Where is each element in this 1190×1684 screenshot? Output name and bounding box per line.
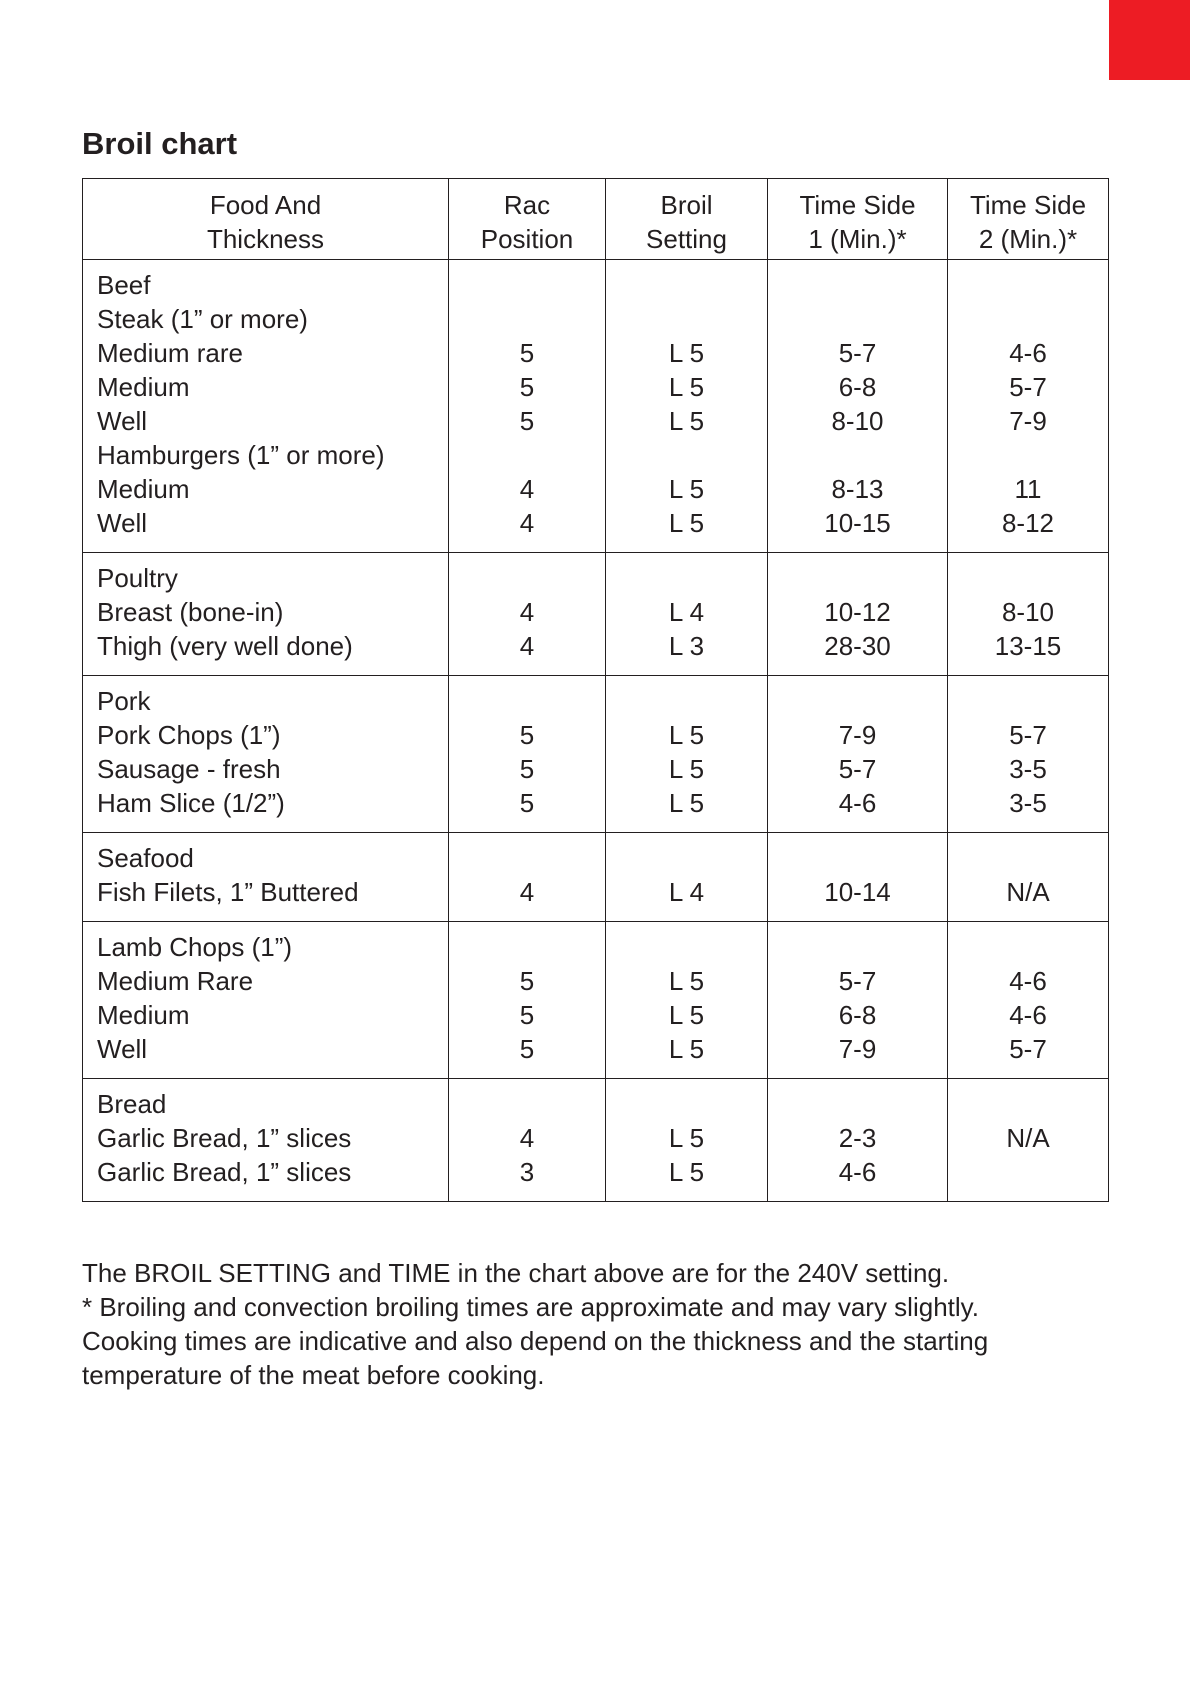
cell-line [772, 684, 943, 718]
cell-line: L 3 [668, 631, 705, 661]
table-row [83, 676, 1109, 833]
time-side-1-cell [768, 553, 948, 676]
cell-line: 5 [519, 754, 535, 784]
note-line: * Broiling and convection broiling times are approximate and may vary slightly. [82, 1292, 979, 1322]
cell-line: Medium [97, 372, 190, 402]
cell-line: 28-30 [824, 631, 891, 661]
header-food-thickness [83, 179, 449, 260]
cell-line: 4 [519, 474, 535, 504]
cell-line: Sausage - fresh [97, 754, 281, 784]
cell-line: Well [97, 508, 148, 538]
cell-line: 5 [519, 966, 535, 996]
time-side-2-cell [948, 922, 1109, 1079]
cell-line: 5 [519, 1000, 535, 1030]
broil-setting-cell [606, 676, 768, 833]
cell-line: L 4 [668, 877, 705, 907]
cell-line: 10-15 [824, 508, 891, 538]
rack-position-cell [449, 833, 606, 922]
cell-line: 3-5 [1009, 754, 1047, 784]
time-side-2-cell [948, 260, 1109, 553]
header-line: Food And [209, 190, 322, 220]
cell-line: 10-12 [824, 597, 891, 627]
cell-line: 5 [519, 1034, 535, 1064]
cell-line [952, 302, 1104, 336]
time-side-1-cell [768, 260, 948, 553]
cell-line: 5-7 [1009, 372, 1047, 402]
cell-line: 5 [519, 788, 535, 818]
cell-line: Steak (1” or more) [97, 304, 308, 334]
cell-line: 4 [519, 631, 535, 661]
header-line: Position [480, 224, 574, 254]
cell-line: L 4 [668, 597, 705, 627]
cell-line: L 5 [668, 754, 705, 784]
food-cell [83, 676, 449, 833]
time-side-2-cell [948, 553, 1109, 676]
header-line: Time Side [799, 190, 916, 220]
cell-line: 5 [519, 406, 535, 436]
time-side-2-cell [948, 676, 1109, 833]
cell-line: 5-7 [838, 338, 877, 368]
header-line: 1 (Min.)* [808, 224, 907, 254]
cell-line: 5 [519, 338, 535, 368]
cell-line: 4 [519, 1123, 535, 1153]
cell-line: Medium Rare [97, 966, 254, 996]
cell-line: Hamburgers (1” or more) [97, 440, 385, 470]
cell-line: Poultry [97, 563, 178, 593]
cell-line: Bread [97, 1089, 167, 1119]
time-side-1-cell [768, 676, 948, 833]
cell-line: 5 [519, 720, 535, 750]
cell-line: 8-13 [831, 474, 884, 504]
cell-line: L 5 [668, 966, 705, 996]
cell-line [610, 930, 763, 964]
rack-position-cell [449, 1079, 606, 1202]
cell-line [453, 302, 601, 336]
cell-line: 8-10 [831, 406, 884, 436]
cell-line: L 5 [668, 788, 705, 818]
header-line: Setting [646, 224, 727, 254]
note-line: Cooking times are indicative and also depend on the thickness and the starting [82, 1326, 989, 1356]
food-cell [83, 833, 449, 922]
time-side-1-cell [768, 1079, 948, 1202]
table-body [83, 260, 1109, 1202]
cell-line [772, 930, 943, 964]
cell-line: 4 [519, 508, 535, 538]
cell-line: Thigh (very well done) [97, 631, 353, 661]
cell-line: Medium [97, 1000, 190, 1030]
header-rack-position [449, 179, 606, 260]
cell-line: 3-5 [1009, 788, 1047, 818]
cell-line: Well [97, 1034, 148, 1064]
header-line: Broil [660, 190, 713, 220]
food-cell [83, 922, 449, 1079]
cell-line: 6-8 [838, 372, 877, 402]
cell-line [952, 268, 1104, 302]
cell-line [772, 1087, 943, 1121]
cell-line [453, 561, 601, 595]
cell-line: 7-9 [838, 720, 877, 750]
cell-line: L 5 [668, 338, 705, 368]
cell-line: Lamb Chops (1”) [97, 932, 293, 962]
page-title: Broil chart [82, 126, 238, 161]
cell-line: L 5 [668, 1157, 705, 1187]
cell-line: 11 [1014, 474, 1042, 504]
cell-line [610, 268, 763, 302]
cell-line: L 5 [668, 508, 705, 538]
cell-line [952, 561, 1104, 595]
cell-line: Medium rare [97, 338, 243, 368]
cell-line [453, 268, 601, 302]
cell-line [952, 930, 1104, 964]
cell-line: 4-6 [1009, 338, 1047, 368]
cell-line [772, 302, 943, 336]
rack-position-cell [449, 922, 606, 1079]
cell-line: 10-14 [824, 877, 891, 907]
table-row [83, 553, 1109, 676]
cell-line: 5-7 [1009, 1034, 1047, 1064]
cell-line: L 5 [668, 372, 705, 402]
cell-line: L 5 [668, 1123, 705, 1153]
cell-line: Pork [97, 686, 151, 716]
time-side-2-cell [948, 1079, 1109, 1202]
cell-line: 4-6 [1009, 966, 1047, 996]
cell-line [952, 1087, 1104, 1121]
chart-notes [82, 1256, 1108, 1392]
cell-line: Garlic Bread, 1” slices [97, 1123, 352, 1153]
cell-line [772, 438, 943, 472]
broil-setting-cell [606, 553, 768, 676]
table-row [83, 260, 1109, 553]
header-row [83, 179, 1109, 260]
cell-line [453, 684, 601, 718]
cell-line [610, 1087, 763, 1121]
cell-line: N/A [1006, 877, 1050, 907]
corner-tab [1109, 0, 1190, 80]
header-broil-setting [606, 179, 768, 260]
cell-line [453, 1087, 601, 1121]
cell-line: 13-15 [994, 631, 1062, 661]
broil-setting-cell [606, 922, 768, 1079]
cell-line: Medium [97, 474, 190, 504]
time-side-1-cell [768, 833, 948, 922]
rack-position-cell [449, 553, 606, 676]
cell-line [610, 561, 763, 595]
cell-line: N/A [1006, 1123, 1050, 1153]
time-side-2-cell [948, 833, 1109, 922]
cell-line: Beef [97, 270, 151, 300]
cell-line [453, 438, 601, 472]
time-side-1-cell [768, 922, 948, 1079]
cell-line [453, 930, 601, 964]
header-time-side-2 [948, 179, 1109, 260]
cell-line: L 5 [668, 1000, 705, 1030]
cell-line: 5-7 [838, 754, 877, 784]
cell-line: Pork Chops (1”) [97, 720, 281, 750]
cell-line: L 5 [668, 1034, 705, 1064]
food-cell [83, 1079, 449, 1202]
cell-line: 2-3 [838, 1123, 877, 1153]
cell-line [952, 1155, 1104, 1189]
cell-line: Seafood [97, 843, 194, 873]
cell-line: 7-9 [838, 1034, 877, 1064]
rack-position-cell [449, 676, 606, 833]
cell-line: 4-6 [1009, 1000, 1047, 1030]
cell-line: L 5 [668, 406, 705, 436]
cell-line [610, 438, 763, 472]
food-cell [83, 553, 449, 676]
cell-line [772, 841, 943, 875]
cell-line: L 5 [668, 474, 705, 504]
cell-line: 3 [519, 1157, 535, 1187]
header-time-side-1 [768, 179, 948, 260]
note-line: temperature of the meat before cooking. [82, 1360, 545, 1390]
cell-line [952, 684, 1104, 718]
table-row [83, 922, 1109, 1079]
cell-line: 5-7 [1009, 720, 1047, 750]
cell-line [952, 841, 1104, 875]
header-line: Thickness [206, 224, 325, 254]
cell-line: 6-8 [838, 1000, 877, 1030]
cell-line: 4 [519, 877, 535, 907]
cell-line: Ham Slice (1/2”) [97, 788, 285, 818]
cell-line: 7-9 [1009, 406, 1047, 436]
food-cell [83, 260, 449, 553]
cell-line [610, 684, 763, 718]
broil-setting-cell [606, 1079, 768, 1202]
cell-line: Garlic Bread, 1” slices [97, 1157, 352, 1187]
broil-chart-table [82, 178, 1109, 1202]
cell-line: Fish Filets, 1” Buttered [97, 877, 359, 907]
cell-line: Well [97, 406, 148, 436]
note-line: The BROIL SETTING and TIME in the chart above are for the 240V setting. [82, 1258, 950, 1288]
cell-line: 8-12 [1001, 508, 1055, 538]
cell-line [610, 302, 763, 336]
header-line: 2 (Min.)* [978, 224, 1078, 254]
broil-setting-cell [606, 833, 768, 922]
cell-line: L 5 [668, 720, 705, 750]
cell-line: Breast (bone-in) [97, 597, 284, 627]
cell-line: 8-10 [1001, 597, 1055, 627]
header-line: Time Side [969, 190, 1087, 220]
cell-line: 4-6 [838, 1157, 877, 1187]
header-line: Rac [503, 190, 551, 220]
cell-line [610, 841, 763, 875]
table-row [83, 833, 1109, 922]
cell-line [453, 841, 601, 875]
table-row [83, 1079, 1109, 1202]
cell-line: 4 [519, 597, 535, 627]
rack-position-cell [449, 260, 606, 553]
broil-setting-cell [606, 260, 768, 553]
cell-line: 5-7 [838, 966, 877, 996]
cell-line [772, 561, 943, 595]
cell-line: 5 [519, 372, 535, 402]
cell-line [952, 438, 1104, 472]
cell-line [772, 268, 943, 302]
cell-line: 4-6 [838, 788, 877, 818]
